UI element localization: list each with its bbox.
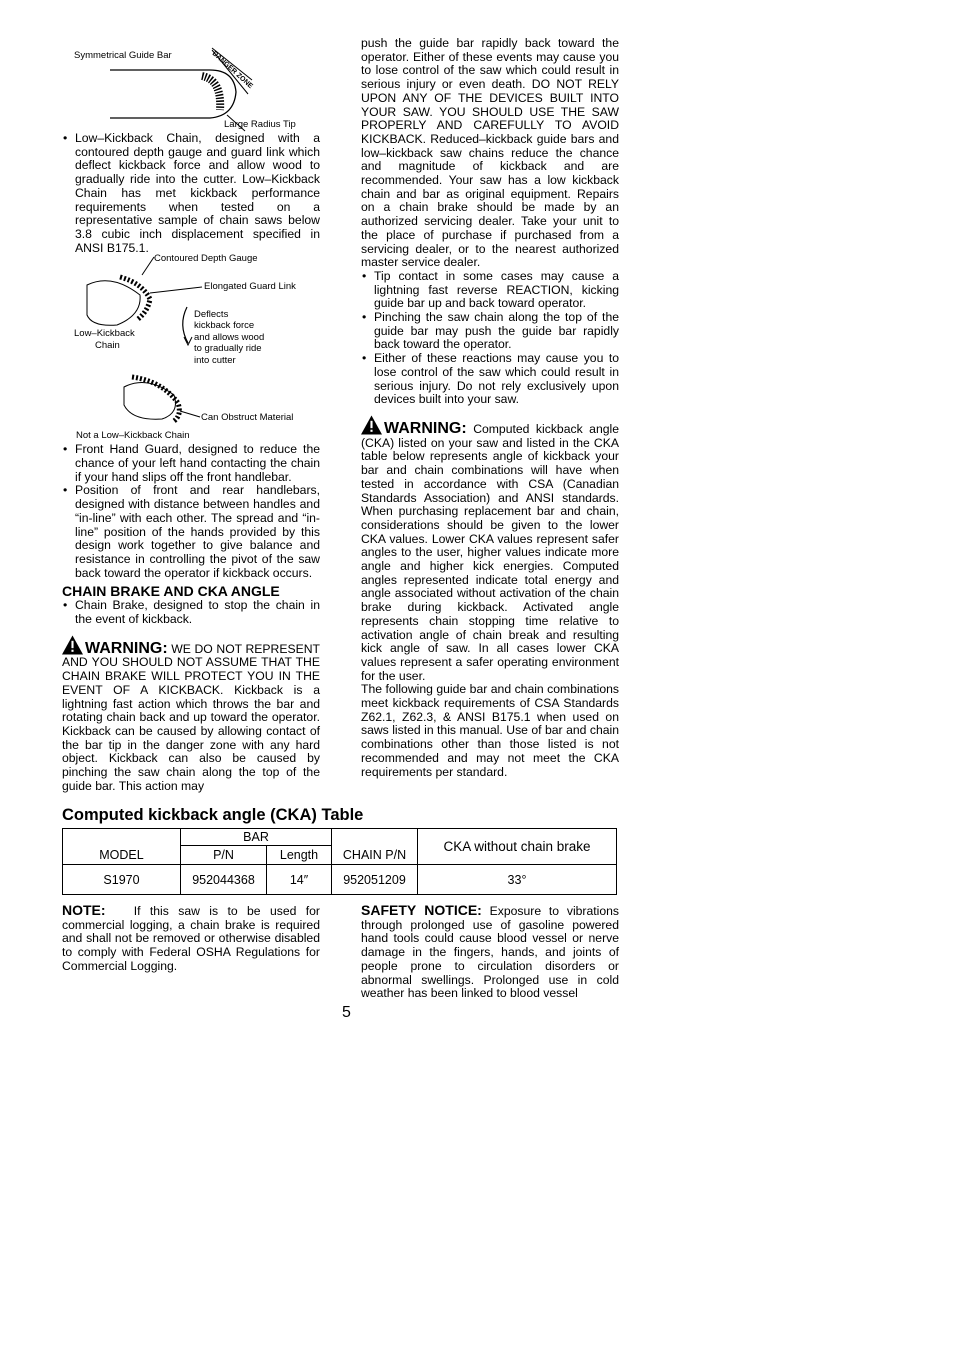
cell-length: 14″: [267, 865, 332, 895]
note-text: If this saw is to be used for commercial logging, a chain brake is required and shall not be removed or otherwise disabled to comply with Federal OSHA Regulations for Commercial Logging.: [62, 904, 320, 973]
table-row: [63, 865, 617, 895]
page-number: 5: [342, 1004, 351, 1021]
chain-brake-bullet: • Chain Brake, designed to stop the chain in the event of kickback.: [62, 599, 320, 626]
reaction-bullets: [361, 270, 619, 407]
low-kickback-label-1: Low–Kickback: [74, 328, 135, 340]
chain-brake-heading: CHAIN BRAKE AND CKA ANGLE: [62, 583, 280, 600]
right-column: [361, 37, 619, 779]
warning-paragraph-1: [62, 635, 320, 794]
front-hand-guard-bullet: • Front Hand Guard, designed to reduce the chance of your left hand contacting the chain if your hand slips off the front handlebar.: [62, 443, 320, 484]
table-title: Computed kickback angle (CKA) Table: [62, 806, 364, 824]
header-chain-pn: CHAIN P/N: [332, 829, 418, 865]
cell-chain: 952051209: [332, 865, 418, 895]
deflects-label-4: to gradually ride: [194, 343, 262, 355]
symmetrical-guide-bar-label: Symmetrical Guide Bar: [74, 50, 172, 61]
low-kickback-list: [62, 132, 320, 255]
header-bar: BAR: [181, 829, 332, 846]
pinching-bullet: • Pinching the saw chain along the top of the guide bar may push the guide bar rapidly back toward the operator.: [361, 311, 619, 352]
header-model: MODEL: [63, 829, 181, 865]
note-block: [62, 904, 320, 974]
cka-warning-text: Computed kickback angle (CKA) listed on your saw and listed in the CKA table below represents angle of kickback your bar and chain combinations will have when tested in accordance with CSA (Canadian Standards Association) and ANSI standards. When purchasing replacement bar and chain, considerations should be given to the lower CKA values. Lower CKA values represent safer angles to the user, higher values indicate more angle and higher kick energies. Computed angles represented indicate total energy and angle associated without activation of the chain brake during kickback. Activated angle represents chain stopping time relative to activation angle of chain break and resulting kick angle of saw. In all cases lower CKA values represent a safer operating environment for the user.: [361, 421, 620, 683]
guide-bar-figure: [62, 40, 320, 132]
handlebar-position-bullet: • Position of front and rear handlebars, designed with distance between handles and “in-line” with each other. The spread and “in-line” position of the hands provided by this design work together to give balance and resistance in controlling the pivot of the saw back toward the operator if kickback occurs.: [62, 484, 320, 580]
deflects-label-5: into cutter: [194, 355, 236, 367]
warning-paragraph-2: [361, 415, 619, 683]
contoured-depth-gauge-label: Contoured Depth Gauge: [154, 253, 258, 265]
danger-zone-label: DANGER ZONE: [210, 50, 254, 91]
cell-pn: 952044368: [181, 865, 267, 895]
left-column: [62, 40, 320, 794]
header-cka: CKA without chain brake: [418, 829, 617, 865]
low-kickback-bullet: • Low–Kickback Chain, designed with a contoured depth gauge and guard link which deflect kickback force and allow wood to gradually ride into the cutter. Low–Kickback Chain has met kickback performance requirements when tested on a representative sample of chain saws below 3.8 cubic inch displacement specified in ANSI B175.1.: [62, 132, 320, 255]
not-low-kickback-label: Not a Low–Kickback Chain: [76, 430, 190, 442]
deflects-label-2: kickback force: [194, 320, 255, 332]
deflects-label-3: and allows wood: [194, 332, 265, 344]
reactions-bullet: • Either of these reactions may cause you to lose control of the saw which could result in serious injury. Do not rely exclusively upon devices built into your saw.: [361, 352, 619, 407]
warning-label: WARNING:: [384, 419, 467, 437]
low-kickback-label-2: Chain: [95, 340, 120, 352]
warning-label: WARNING:: [85, 639, 168, 657]
safety-notice-text: Exposure to vibrations through prolonged use of gasoline powered hand tools could cause blood vessel or nerve damage in the fingers, hands, and joints of people prone to circulation disorders or abnormal swellings. Prolonged use in cold weather has been linked to blood vessel: [361, 904, 620, 1001]
safety-notice-block: [361, 904, 619, 1001]
combinations-paragraph: The following guide bar and chain combinations meet kickback requirements of CSA Standards Z62.1, Z62.3, & ANSI B175.1 when used on saws listed in this manual. Use of bar and chain combinations other than those listed is not recommended and may not meet the CKA requirements per standard.: [361, 682, 619, 779]
warning-text: WE DO NOT REPRESENT AND YOU SHOULD NOT ASSUME THAT THE CHAIN BRAKE WILL PROTECT YOU IN THE EVENT OF A KICKBACK. Kickback is a lightning fast action which throws the bar and rotating chain back and up toward the operator. Kickback can be caused by allowing contact of the bar tip in the danger zone with any hard object. Kickback can also be caused by pinching the saw chain along the top of the guide bar. This action may: [62, 641, 320, 793]
header-pn: P/N: [181, 846, 267, 865]
cell-cka: 33°: [418, 865, 617, 895]
chain-brake-list: [62, 599, 320, 626]
elongated-guard-link-label: Elongated Guard Link: [204, 281, 296, 293]
cka-table: [62, 828, 617, 895]
tip-contact-bullet: • Tip contact in some cases may cause a lightning fast reverse REACTION, kicking guide bar up and back toward operator.: [361, 270, 619, 311]
warning-triangle-icon: [62, 635, 83, 655]
safety-notice-label: SAFETY NOTICE:: [361, 902, 482, 918]
cell-model: S1970: [63, 865, 181, 895]
header-length: Length: [267, 846, 332, 865]
warning-triangle-icon: [361, 415, 382, 435]
note-label: NOTE:: [62, 902, 106, 918]
warning-continuation: push the guide bar rapidly back toward the operator. Either of these events may cause you to lose control of the saw which could result in serious injury or even death. DO NOT RELY UPON ANY OF THE DEVICES BUILT INTO YOUR SAW. YOU SHOULD USE THE SAW PROPERLY AND CAREFULLY TO AVOID KICKBACK. Reduced–kickback guide bars and low–kickback saw chains reduce the chance and magnitude of kickback and are recommended. Your saw has a low kickback chain and bar as original equipment. Repairs on a chain brake should be made by an authorized servicing dealer. Take your unit to the place of purchase if purchased from a servicing dealer, or to the nearest authorized master service dealer.: [361, 36, 619, 270]
handle-bullets: [62, 443, 320, 580]
can-obstruct-label: Can Obstruct Material: [201, 412, 294, 424]
large-radius-tip-label: Large Radius Tip: [224, 119, 296, 130]
deflects-label-1: Deflects: [194, 309, 229, 321]
low-kickback-chain-figure: [62, 255, 320, 443]
